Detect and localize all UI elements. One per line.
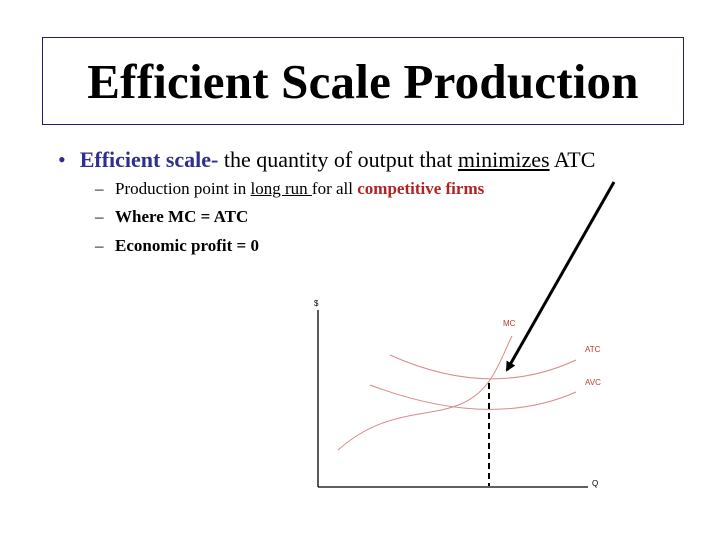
atc-label: ATC (585, 345, 601, 354)
subpoint-1-part1: Production point in (115, 179, 251, 198)
mc-label: MC (503, 319, 516, 328)
subpoint-1-highlight: competitive firms (357, 179, 485, 198)
x-axis-label: Q (592, 479, 599, 488)
bullet-text-after: ATC (549, 147, 596, 172)
bullet-underlined-word: minimizes (457, 147, 550, 172)
subpoint-2-text: Where MC = ATC (115, 207, 249, 226)
bullet-dot: • (58, 147, 66, 172)
pointer-arrow (507, 182, 614, 370)
mc-curve (338, 336, 512, 450)
subpoint-dash: – (95, 207, 104, 226)
subpoint-3-text: Economic profit = 0 (115, 236, 259, 255)
bullet-term: Efficient scale- (79, 147, 219, 172)
slide-title: Efficient Scale Production (87, 53, 639, 109)
bullet-text-before: the quantity of output that (218, 147, 458, 172)
subpoint-dash: – (95, 236, 104, 255)
subpoint-dash: – (95, 179, 104, 198)
atc-curve (390, 355, 576, 379)
subpoint-1-underlined: long run (250, 179, 312, 198)
avc-label: AVC (585, 378, 601, 387)
subpoint-1-part2: for all (311, 179, 358, 198)
y-axis-label: $ (314, 299, 319, 308)
